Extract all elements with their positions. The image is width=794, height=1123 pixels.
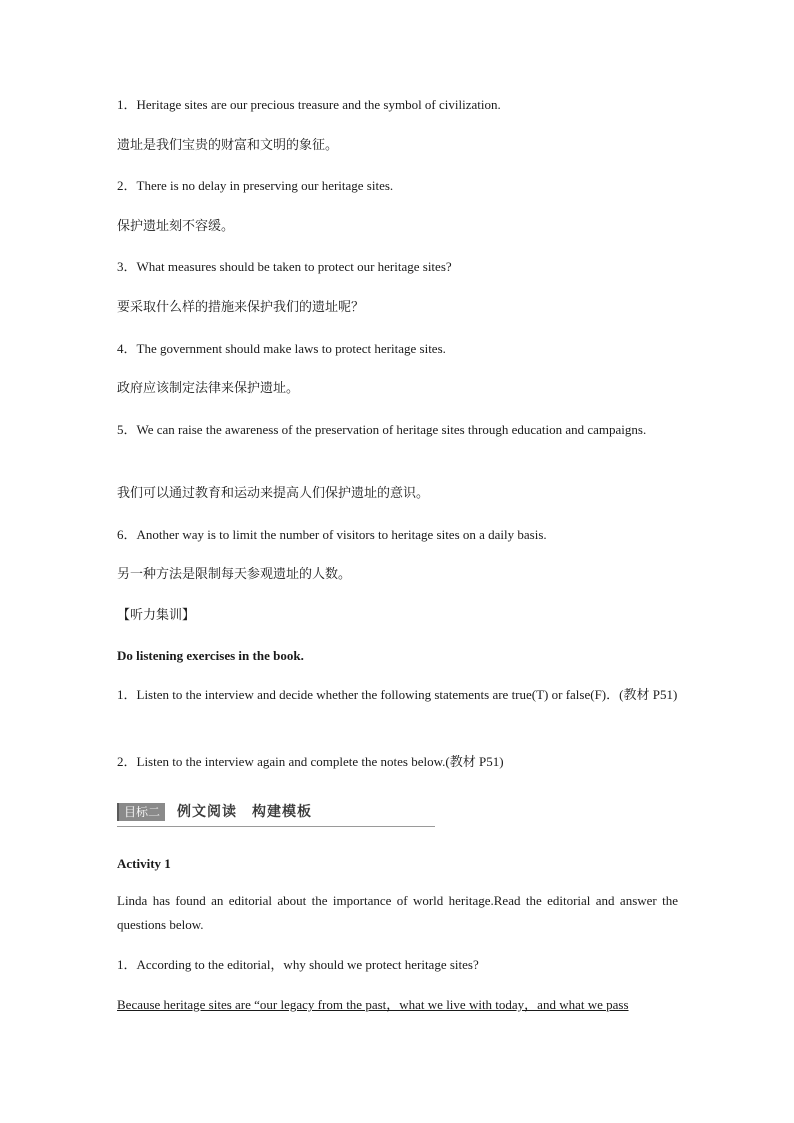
section-badge: 目标二 [119,803,165,821]
activity-answer: Because heritage sites are “our legacy from the past，what we live with today，and what we pass [117,997,629,1012]
sentence-4-en: 4．The government should make laws to protect heritage sites. [117,341,446,356]
sentence-5-zh: 我们可以通过教育和运动来提高人们保护遗址的意识。 [117,486,430,501]
listening-heading: 【听力集训】 [117,608,196,623]
sentence-2-en: 2．There is no delay in preserving our heritage sites. [117,178,394,193]
sentence-4-zh: 政府应该制定法律来保护遗址。 [117,381,300,396]
activity-question-1: 1．According to the editorial，why should we protect heritage sites? [117,957,479,972]
sentence-6-en: 6．Another way is to limit the number of visitors to heritage sites on a daily basis. [117,527,547,542]
listening-question-1: 1．Listen to the interview and decide whether the following statements are true(T) or false(F)．(教材 P51) [117,687,678,702]
sentence-1-zh: 遗址是我们宝贵的财富和文明的象征。 [117,138,339,153]
sentence-2-zh: 保护遗址刻不容缓。 [117,219,235,234]
section-header [117,800,435,827]
listening-question-2: 2．Listen to the interview again and complete the notes below.(教材 P51) [117,754,504,769]
activity-title: Activity 1 [117,856,171,871]
section-title: 例文阅读 构建模板 [177,804,312,820]
activity-intro: Linda has found an editorial about the importance of world heritage.Read the editorial and answer the questions below. [117,893,678,932]
sentence-1-en: 1．Heritage sites are our precious treasure and the symbol of civilization. [117,97,501,112]
listening-instruction: Do listening exercises in the book. [117,648,304,663]
sentence-3-en: 3．What measures should be taken to protect our heritage sites? [117,259,452,274]
sentence-3-zh: 要采取什么样的措施来保护我们的遗址呢？ [117,300,365,315]
sentence-6-zh: 另一种方法是限制每天参观遗址的人数。 [117,567,352,582]
sentence-5-en: 5．We can raise the awareness of the preservation of heritage sites through education and campaigns. [117,422,647,437]
